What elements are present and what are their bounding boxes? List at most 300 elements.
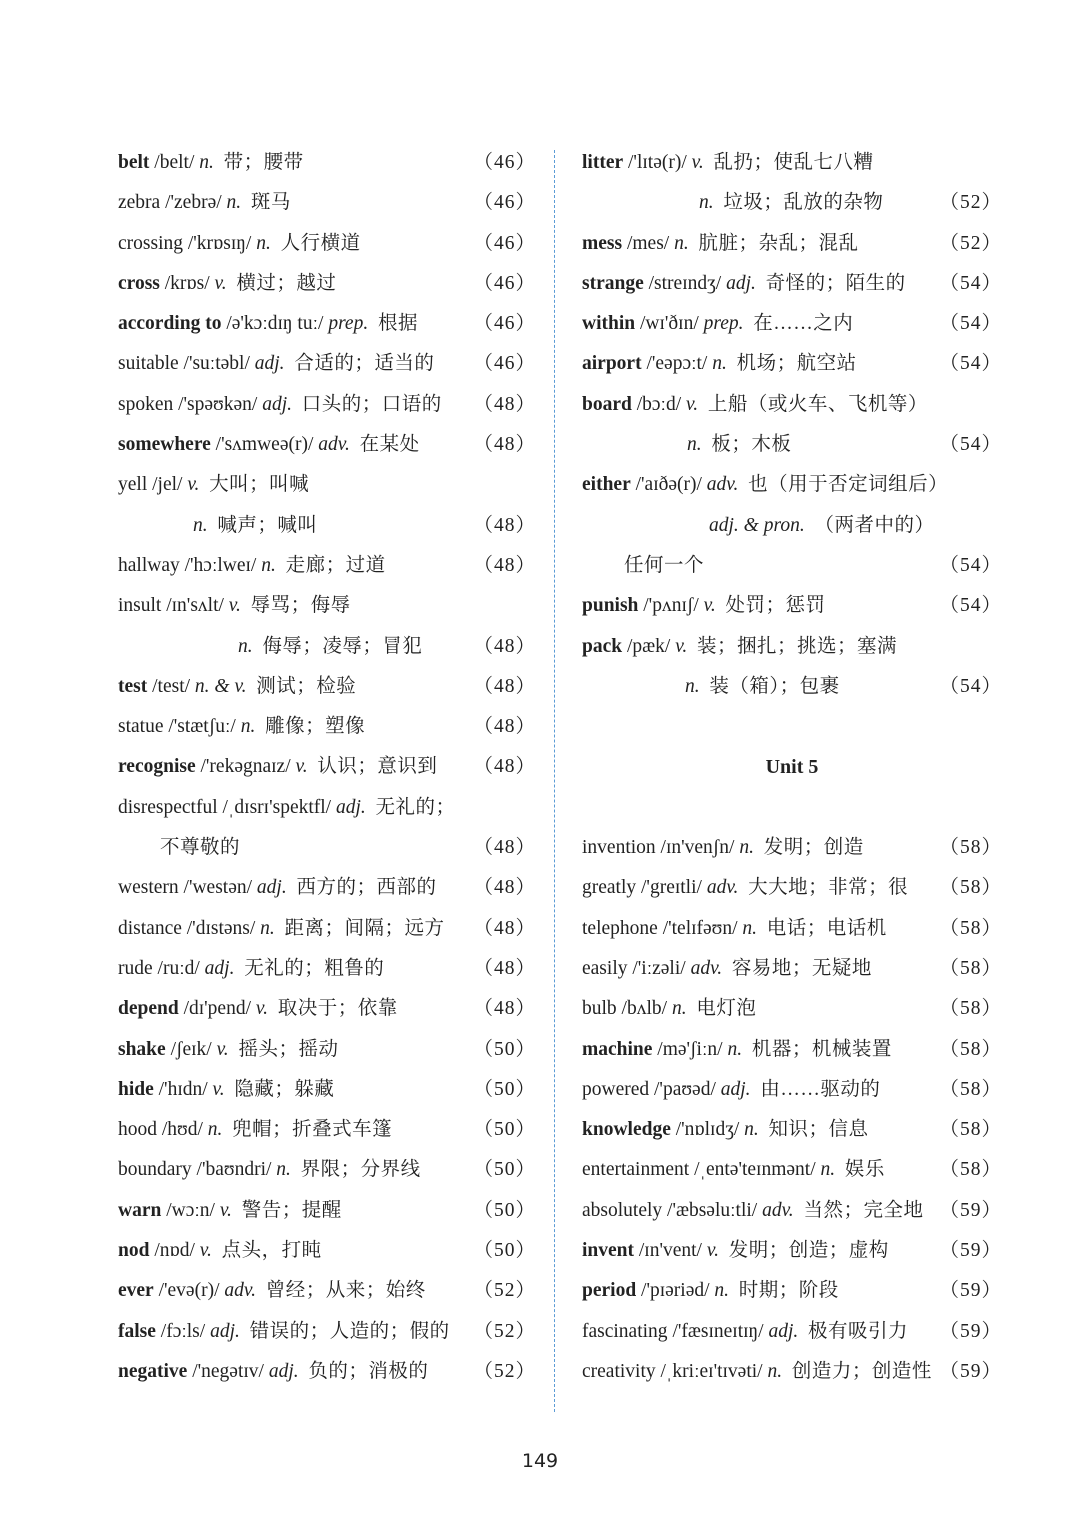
meaning: 垃圾；乱放的杂物 <box>723 192 884 214</box>
part-of-speech: v. <box>219 1199 232 1221</box>
vocab-entry <box>582 989 1002 1029</box>
phonetic: /wɔːn/ <box>166 1199 215 1221</box>
meaning: 口头的；口语的 <box>301 393 442 415</box>
page-ref: （59） <box>939 1320 1002 1342</box>
headword: yell <box>118 474 148 496</box>
headword: warn <box>118 1199 162 1221</box>
vocab-entry <box>582 586 1002 626</box>
phonetic: /'rekəgnaɪz/ <box>200 756 291 778</box>
vocab-entry <box>582 1191 1002 1231</box>
headword: zebra <box>118 192 161 214</box>
vocab-entry <box>118 1070 536 1110</box>
meaning: 娱乐 <box>844 1159 885 1181</box>
vocab-entry <box>118 1110 536 1150</box>
phonetic: /'evə(r)/ <box>158 1280 220 1302</box>
page-ref: （58） <box>939 957 1002 979</box>
headword: spoken <box>118 393 174 415</box>
phonetic: /wɪ'ðɪn/ <box>639 313 699 335</box>
meaning: 时期；阶段 <box>738 1280 839 1302</box>
meaning: 在某处 <box>359 434 420 456</box>
page-ref: （58） <box>939 998 1002 1020</box>
part-of-speech: adv. <box>224 1280 256 1302</box>
part-of-speech: adj. <box>768 1320 799 1342</box>
part-of-speech: adj. <box>720 1078 751 1100</box>
meaning: 极有吸引力 <box>808 1320 909 1342</box>
phonetic: /'spəʊkən/ <box>178 393 258 415</box>
vocab-entry <box>582 1352 1002 1392</box>
phonetic: /ruːd/ <box>157 957 200 979</box>
page-ref: （58） <box>939 1038 1002 1060</box>
meaning: 走廊；过道 <box>285 554 386 576</box>
page-ref: （58） <box>939 1078 1002 1100</box>
vocab-entry <box>582 304 1002 344</box>
part-of-speech: adj. <box>726 272 756 294</box>
phonetic: /mes/ <box>626 232 670 254</box>
unit-heading-row <box>582 747 1002 787</box>
page-ref: （52） <box>473 1280 536 1302</box>
meaning: 乱扔；使乱七八糟 <box>713 152 874 173</box>
phonetic: /'hɔːlweɪ/ <box>184 554 257 576</box>
vocab-column-left <box>118 143 536 1392</box>
vocab-entry <box>582 1231 1002 1271</box>
vocab-entry-continued <box>582 546 1002 586</box>
headword: creativity <box>582 1360 656 1382</box>
vocab-entry <box>118 667 536 707</box>
headword: absolutely <box>582 1199 663 1221</box>
part-of-speech: n. <box>685 675 700 697</box>
part-of-speech: v. <box>255 998 268 1020</box>
headword: powered <box>582 1078 650 1100</box>
page-ref: （59） <box>939 1280 1002 1302</box>
part-of-speech: n. <box>712 353 727 375</box>
vocab-entry-continued <box>118 828 536 868</box>
meaning: 电灯泡 <box>696 998 757 1020</box>
part-of-speech: adv. <box>706 877 739 899</box>
page-ref: （46） <box>473 192 536 214</box>
page-ref: （52） <box>473 1320 536 1342</box>
part-of-speech: adj. <box>335 796 366 818</box>
vocab-entry <box>582 264 1002 304</box>
vocab-entry <box>118 264 536 304</box>
part-of-speech: n. <box>742 917 758 939</box>
part-of-speech: n. <box>739 837 754 859</box>
page-ref: （48） <box>473 877 536 899</box>
vocab-entry <box>582 385 1002 425</box>
page-ref: （48） <box>473 756 536 778</box>
part-of-speech: n. <box>820 1159 836 1181</box>
vocab-entry-continued <box>582 506 1002 546</box>
part-of-speech: adv. <box>318 434 350 456</box>
phonetic: /ˌdɪsrɪ'spektfl/ <box>222 796 332 818</box>
part-of-speech: n. <box>260 917 275 939</box>
headword: period <box>582 1280 637 1302</box>
vocab-entry <box>118 707 536 747</box>
headword: recognise <box>118 756 196 778</box>
headword: litter <box>582 152 624 173</box>
page-ref: （59） <box>939 1360 1002 1382</box>
meaning: 西方的；西部的 <box>296 877 437 899</box>
phonetic: /mə'ʃiːn/ <box>657 1038 723 1060</box>
part-of-speech: n. <box>671 998 687 1020</box>
vocab-entry <box>118 989 536 1029</box>
vocab-entry <box>582 224 1002 264</box>
headword: rude <box>118 957 153 979</box>
part-of-speech: v. <box>212 1078 225 1100</box>
meaning: 电话；电话机 <box>766 917 887 939</box>
part-of-speech: adv. <box>690 957 723 979</box>
headword: negative <box>118 1360 188 1382</box>
phonetic: /ʃeɪk/ <box>170 1038 212 1060</box>
page-ref: （54） <box>939 675 1002 697</box>
meaning: 合适的；适当的 <box>294 353 435 375</box>
headword: cross <box>118 272 160 294</box>
meaning: 奇怪的；陌生的 <box>765 272 906 294</box>
part-of-speech: n. <box>238 635 253 657</box>
page-ref: （48） <box>473 917 536 939</box>
meaning: 带；腰带 <box>223 152 304 173</box>
page-ref: （52） <box>939 232 1002 254</box>
headword: suitable <box>118 353 179 375</box>
headword: machine <box>582 1038 653 1060</box>
meaning: 喊声；喊叫 <box>217 514 318 536</box>
blank-row <box>582 788 1002 828</box>
page-ref: （46） <box>473 353 536 375</box>
meaning: 无礼的；粗鲁的 <box>244 957 385 979</box>
headword: western <box>118 877 179 899</box>
headword: invention <box>582 837 656 859</box>
phonetic: /'negətɪv/ <box>192 1360 264 1382</box>
meaning: 知识；信息 <box>768 1119 869 1141</box>
phonetic: /'æbsəluːtli/ <box>667 1199 758 1221</box>
vocab-entry <box>118 1271 536 1311</box>
phonetic: /belt/ <box>154 152 195 173</box>
part-of-speech: v. <box>228 595 241 617</box>
meaning: 机场；航空站 <box>736 353 857 375</box>
part-of-speech: prep. <box>703 313 744 335</box>
part-of-speech: n. <box>674 232 689 254</box>
headword: disrespectful <box>118 796 218 818</box>
phonetic: /'eəpɔːt/ <box>646 353 708 375</box>
headword: ever <box>118 1280 154 1302</box>
meaning: 大叫；叫喊 <box>209 474 310 496</box>
vocab-entry <box>118 1191 536 1231</box>
meaning: 在……之内 <box>753 313 854 335</box>
vocab-entry <box>118 1312 536 1352</box>
part-of-speech: n. <box>199 152 214 173</box>
vocab-entry <box>118 909 536 949</box>
headword: somewhere <box>118 434 211 456</box>
vocab-entry <box>582 828 1002 868</box>
headword: distance <box>118 917 182 939</box>
part-of-speech: adj. <box>268 1360 299 1382</box>
page-ref: （58） <box>939 917 1002 939</box>
headword: shake <box>118 1038 166 1060</box>
phonetic: /pæk/ <box>626 635 671 657</box>
part-of-speech: n. <box>687 434 702 456</box>
meaning: 容易地；无疑地 <box>731 957 872 979</box>
meaning: 测试；检验 <box>256 675 357 697</box>
phonetic: /'aɪðə(r)/ <box>635 474 702 496</box>
headword: either <box>582 474 631 496</box>
vocab-entry <box>582 143 1002 183</box>
page-ref: （59） <box>939 1240 1002 1262</box>
vocab-entry-continued <box>118 506 536 546</box>
phonetic: /fɔːls/ <box>160 1320 206 1342</box>
vocab-entry <box>118 1150 536 1190</box>
meaning: 横过；越过 <box>236 272 337 294</box>
headword: according to <box>118 313 222 335</box>
part-of-speech: n. <box>276 1159 291 1181</box>
page-ref: （48） <box>473 998 536 1020</box>
meaning: 当然；完全地 <box>803 1199 924 1221</box>
meaning: 不尊敬的 <box>160 837 241 859</box>
headword: insult <box>118 595 162 617</box>
part-of-speech: adj. <box>204 957 235 979</box>
phonetic: /'dɪstəns/ <box>186 917 256 939</box>
part-of-speech: n. <box>744 1119 759 1141</box>
page-ref: （59） <box>939 1199 1002 1221</box>
meaning: 界限；分界线 <box>300 1159 421 1181</box>
vocab-entry <box>582 1110 1002 1150</box>
phonetic: /'iːzəli/ <box>632 957 686 979</box>
headword: strange <box>582 272 644 294</box>
phonetic: /'lɪtə(r)/ <box>628 152 687 173</box>
phonetic: /ɪn'vent/ <box>638 1240 702 1262</box>
phonetic: /'krɒsɪŋ/ <box>187 232 252 254</box>
page-ref: （48） <box>473 635 536 657</box>
page-ref: （50） <box>473 1078 536 1100</box>
page-ref: （48） <box>473 837 536 859</box>
headword: entertainment <box>582 1159 690 1181</box>
page-ref: （50） <box>473 1240 536 1262</box>
phonetic: /bʌlb/ <box>621 998 668 1020</box>
meaning: 隐藏；躲藏 <box>234 1078 335 1100</box>
meaning: 装（箱）；包裹 <box>709 675 840 697</box>
vocab-entry <box>582 465 1002 505</box>
page-ref: （54） <box>939 313 1002 335</box>
meaning: 辱骂；侮辱 <box>250 595 351 617</box>
part-of-speech: v. <box>706 1240 719 1262</box>
phonetic: /ˌentə'teɪnmənt/ <box>694 1159 816 1181</box>
part-of-speech: n. <box>699 192 714 214</box>
vocab-entry <box>582 627 1002 667</box>
meaning: 处罚；惩罚 <box>725 595 826 617</box>
part-of-speech: adj. <box>210 1320 240 1342</box>
meaning: 也（用于否定词组后） <box>748 474 949 496</box>
vocab-entry <box>118 586 536 626</box>
part-of-speech: v. <box>199 1240 212 1262</box>
page-ref: （48） <box>473 514 536 536</box>
page-ref: （52） <box>939 192 1002 214</box>
meaning: 由……驱动的 <box>760 1078 881 1100</box>
vocab-entry <box>118 183 536 223</box>
vocab-entry <box>582 1070 1002 1110</box>
headword: telephone <box>582 917 658 939</box>
headword: within <box>582 313 636 335</box>
headword: greatly <box>582 877 637 899</box>
headword: crossing <box>118 232 183 254</box>
meaning: 曾经；从来；始终 <box>265 1280 426 1302</box>
phonetic: /ɪn'venʃn/ <box>660 837 735 859</box>
phonetic: /'paʊəd/ <box>654 1078 716 1100</box>
part-of-speech: n. <box>226 192 242 214</box>
page-ref: （48） <box>473 554 536 576</box>
part-of-speech: n. & v. <box>194 675 247 697</box>
unit-title: Unit 5 <box>765 756 819 779</box>
page-ref: （54） <box>939 434 1002 456</box>
part-of-speech: adj. <box>256 877 287 899</box>
part-of-speech: prep. <box>328 313 369 335</box>
meaning: 兜帽；折叠式车篷 <box>232 1119 393 1141</box>
headword: board <box>582 393 632 415</box>
meaning: 任何一个 <box>624 554 705 576</box>
vocab-entry <box>118 224 536 264</box>
meaning: 发明；创造 <box>763 837 864 859</box>
headword: knowledge <box>582 1119 671 1141</box>
page-ref: （54） <box>939 353 1002 375</box>
page-ref: （48） <box>473 675 536 697</box>
page-ref: （50） <box>473 1119 536 1141</box>
part-of-speech: n. <box>256 232 271 254</box>
page-ref: （52） <box>473 1360 536 1382</box>
page-ref: （58） <box>939 837 1002 859</box>
vocab-entry <box>118 1352 536 1392</box>
headword: fascinating <box>582 1320 668 1342</box>
phonetic: /'zebrə/ <box>165 192 222 214</box>
meaning: 大大地；非常；很 <box>748 877 909 899</box>
part-of-speech: v. <box>686 393 699 415</box>
part-of-speech: v. <box>187 474 200 496</box>
vocab-entry <box>118 788 536 828</box>
part-of-speech: v. <box>216 1038 229 1060</box>
headword: hide <box>118 1078 154 1100</box>
vocab-entry <box>582 1030 1002 1070</box>
meaning: 发明；创造；虚构 <box>728 1240 889 1262</box>
vocab-entry <box>118 747 536 787</box>
headword: statue <box>118 716 164 738</box>
page-ref: （50） <box>473 1038 536 1060</box>
phonetic: /jel/ <box>152 474 183 496</box>
phonetic: /'fæsɪneɪtɪŋ/ <box>672 1320 764 1342</box>
vocab-entry-continued <box>118 627 536 667</box>
meaning: 上船（或火车、飞机等） <box>707 393 928 415</box>
vocab-entry <box>118 304 536 344</box>
part-of-speech: n. <box>767 1360 783 1382</box>
headword: airport <box>582 353 642 375</box>
headword: easily <box>582 957 628 979</box>
phonetic: /'greɪtli/ <box>641 877 702 899</box>
part-of-speech: adv. <box>706 474 739 496</box>
meaning: 距离；间隔；远方 <box>284 917 445 939</box>
page-ref: （46） <box>473 152 536 173</box>
part-of-speech: adj. & pron. <box>709 514 805 536</box>
phonetic: /streɪndʒ/ <box>648 272 722 294</box>
page-ref: （48） <box>473 957 536 979</box>
vocab-entry <box>582 1312 1002 1352</box>
phonetic: /'telɪfəʊn/ <box>662 917 738 939</box>
vocab-entry <box>118 465 536 505</box>
meaning: 认识；意识到 <box>317 756 438 778</box>
part-of-speech: v. <box>703 595 716 617</box>
meaning: （两者中的） <box>814 514 935 536</box>
page-ref: （58） <box>939 1119 1002 1141</box>
vocab-entry <box>582 1271 1002 1311</box>
part-of-speech: v. <box>214 272 227 294</box>
part-of-speech: v. <box>691 152 704 173</box>
page-ref: （48） <box>473 393 536 415</box>
blank-row <box>582 707 1002 747</box>
meaning: 肮脏；杂乱；混乱 <box>698 232 859 254</box>
headword: false <box>118 1320 156 1342</box>
phonetic: /'westən/ <box>183 877 253 899</box>
part-of-speech: n. <box>261 554 276 576</box>
vocab-entry <box>118 344 536 384</box>
meaning: 无礼的； <box>375 796 456 818</box>
vocab-entry <box>582 868 1002 908</box>
vocab-entry <box>118 1030 536 1070</box>
part-of-speech: adj. <box>254 353 285 375</box>
vocab-entry <box>582 909 1002 949</box>
vocab-entry <box>118 143 536 183</box>
page-ref: （48） <box>473 434 536 456</box>
page-ref: （48） <box>473 716 536 738</box>
phonetic: /ˌkriːeɪ'tɪvəti/ <box>660 1360 763 1382</box>
vocab-entry <box>118 546 536 586</box>
part-of-speech: n. <box>240 716 256 738</box>
part-of-speech: adj. <box>262 393 292 415</box>
meaning: 斑马 <box>250 192 291 214</box>
headword: punish <box>582 595 639 617</box>
page-ref: （58） <box>939 1159 1002 1181</box>
meaning: 侮辱；凌辱；冒犯 <box>262 635 423 657</box>
meaning: 警告；提醒 <box>241 1199 342 1221</box>
part-of-speech: n. <box>727 1038 743 1060</box>
meaning: 机器；机械装置 <box>751 1038 892 1060</box>
vocab-entry <box>118 949 536 989</box>
headword: depend <box>118 998 179 1020</box>
page-ref: （46） <box>473 272 536 294</box>
meaning: 板；木板 <box>711 434 792 456</box>
vocab-entry <box>582 949 1002 989</box>
page-ref: （50） <box>473 1199 536 1221</box>
vocab-entry <box>582 1150 1002 1190</box>
phonetic: /krɒs/ <box>164 272 210 294</box>
phonetic: /'pɪəriəd/ <box>641 1280 710 1302</box>
meaning: 装；捆扎；挑选；塞满 <box>697 635 898 657</box>
part-of-speech: n. <box>207 1119 223 1141</box>
page-ref: （54） <box>939 554 1002 576</box>
vocab-entry <box>118 425 536 465</box>
meaning: 取决于；依靠 <box>277 998 398 1020</box>
page-ref: （54） <box>939 272 1002 294</box>
phonetic: /'nɒlɪdʒ/ <box>675 1119 740 1141</box>
page-ref: （58） <box>939 877 1002 899</box>
vocab-entry <box>582 344 1002 384</box>
headword: boundary <box>118 1159 192 1181</box>
phonetic: /ɪn'sʌlt/ <box>166 595 224 617</box>
part-of-speech: v. <box>675 635 688 657</box>
headword: nod <box>118 1240 150 1262</box>
vocab-entry-continued <box>582 667 1002 707</box>
meaning: 摇头；摇动 <box>238 1038 339 1060</box>
meaning: 根据 <box>377 313 418 335</box>
meaning: 负的；消极的 <box>308 1360 429 1382</box>
phonetic: /'pʌnɪʃ/ <box>643 595 699 617</box>
page-ref: （50） <box>473 1159 536 1181</box>
phonetic: /hʊd/ <box>161 1119 203 1141</box>
headword: hood <box>118 1119 157 1141</box>
phonetic: /'suːtəbl/ <box>183 353 250 375</box>
